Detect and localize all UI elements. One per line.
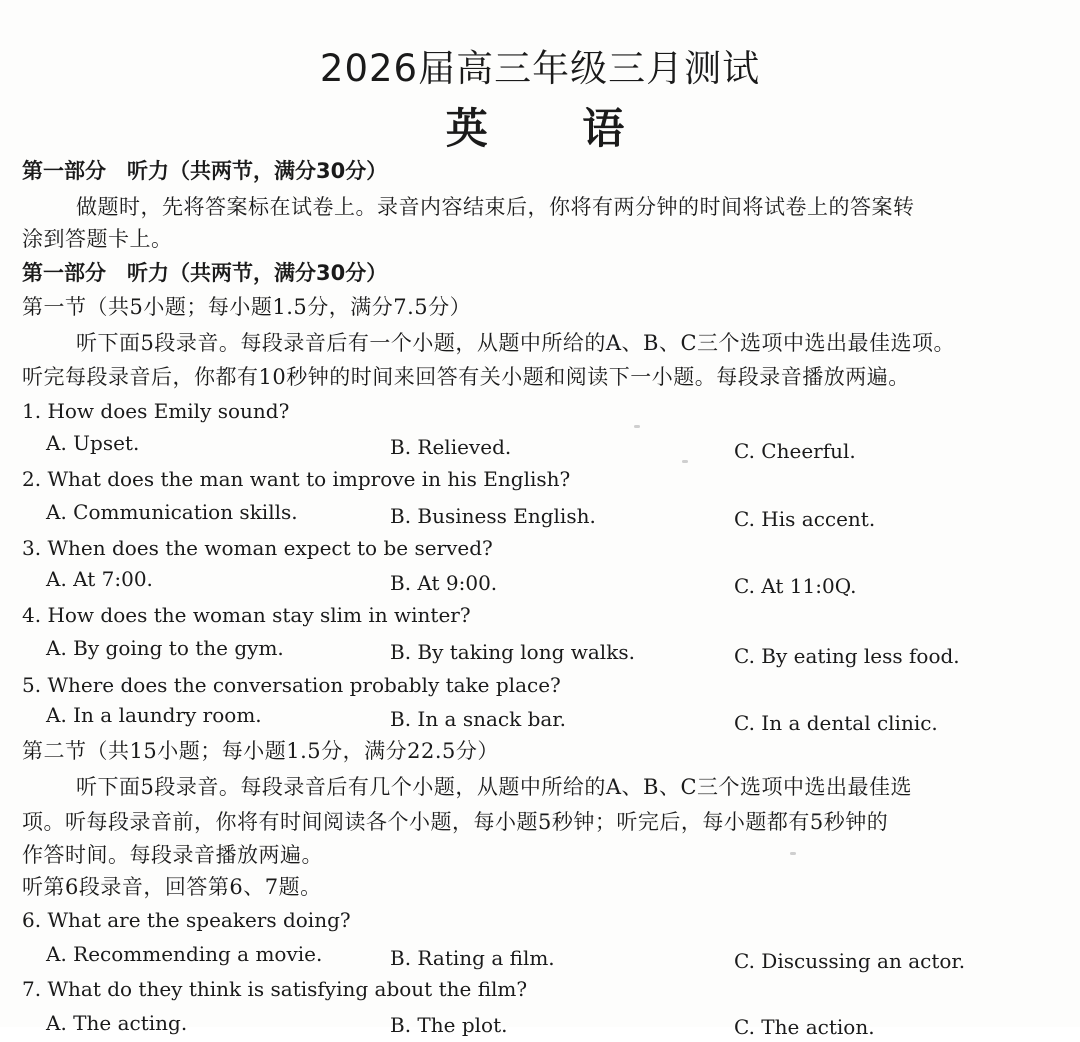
q2-option-b: B. Business English. [390, 504, 596, 528]
section2-heading: 第二节（共15小题；每小题1.5分，满分22.5分） [22, 739, 499, 763]
q5-option-c: C. In a dental clinic. [734, 711, 938, 735]
question-text: Where does the conversation probably take place? [47, 673, 561, 697]
q6-option-b: B. Rating a film. [390, 946, 555, 970]
q5-option-a: A. In a laundry room. [46, 703, 262, 727]
q6-option-a: A. Recommending a movie. [46, 942, 323, 966]
q7-option-c: C. The action. [734, 1015, 875, 1039]
question-number: 5. [22, 673, 42, 697]
exam-title: 2026届高三年级三月测试 [319, 47, 761, 90]
question-text: When does the woman expect to be served? [47, 536, 493, 560]
q1-option-c: C. Cheerful. [734, 439, 856, 463]
question-number: 4. [22, 603, 42, 627]
question-text: How does the woman stay slim in winter? [47, 603, 471, 627]
q4-option-c: C. By eating less food. [734, 644, 960, 668]
section1-heading: 第一节（共5小题；每小题1.5分，满分7.5分） [22, 295, 472, 319]
section1-instructions-line1: 听下面5段录音。每段录音后有一个小题，从题中所给的A、B、C三个选项中选出最佳选项。 [76, 331, 956, 355]
question-text: What does the man want to improve in his English? [47, 467, 571, 491]
question-3 [22, 533, 493, 563]
q4-option-b: B. By taking long walks. [390, 640, 635, 664]
question-5 [22, 670, 561, 700]
question-6 [22, 905, 351, 935]
part1-instructions-line2: 涂到答题卡上。 [22, 227, 173, 251]
part1-instructions-line1: 做题时，先将答案标在试卷上。录音内容结束后，你将有两分钟的时间将试卷上的答案转 [76, 195, 915, 219]
part1-heading: 第一部分 听力（共两节，满分30分） [22, 159, 388, 183]
question-text: What are the speakers doing? [47, 908, 351, 932]
section2-instructions-line3: 作答时间。每段录音播放两遍。 [22, 843, 323, 867]
q2-option-a: A. Communication skills. [46, 500, 298, 524]
section2-instructions-line1: 听下面5段录音。每段录音后有几个小题，从题中所给的A、B、C三个选项中选出最佳选 [76, 775, 913, 799]
passage-6-instruction: 听第6段录音，回答第6、7题。 [22, 875, 322, 899]
paper-speck [790, 852, 796, 855]
q3-option-c: C. At 11:0Q. [734, 574, 857, 598]
exam-subject: 英 语 [445, 104, 665, 153]
question-number: 2. [22, 467, 42, 491]
question-number: 7. [22, 977, 42, 1001]
question-2 [22, 464, 570, 494]
question-text: How does Emily sound? [47, 399, 290, 423]
section1-instructions-line2: 听完每段录音后，你都有10秒钟的时间来回答有关小题和阅读下一小题。每段录音播放两遍。 [22, 365, 910, 389]
question-number: 3. [22, 536, 42, 560]
q3-option-a: A. At 7:00. [46, 567, 153, 591]
q3-option-b: B. At 9:00. [390, 571, 498, 595]
section2-instructions-line2: 项。听每段录音前，你将有时间阅读各个小题，每小题5秒钟；听完后，每小题都有5秒钟的 [22, 810, 889, 834]
q5-option-b: B. In a snack bar. [390, 707, 567, 731]
question-7 [22, 974, 527, 1004]
paper-speck [634, 425, 640, 428]
question-number: 1. [22, 399, 42, 423]
q1-option-b: B. Relieved. [390, 435, 512, 459]
question-text: What do they think is satisfying about the film? [47, 977, 528, 1001]
q7-option-a: A. The acting. [46, 1011, 188, 1035]
question-4 [22, 600, 471, 630]
question-1 [22, 396, 289, 426]
paper-speck [682, 460, 688, 463]
q7-option-b: B. The plot. [390, 1013, 508, 1037]
q1-option-a: A. Upset. [46, 431, 140, 455]
q4-option-a: A. By going to the gym. [46, 636, 284, 660]
question-number: 6. [22, 908, 42, 932]
q6-option-c: C. Discussing an actor. [734, 949, 966, 973]
part1-heading-repeat: 第一部分 听力（共两节，满分30分） [22, 261, 388, 285]
q2-option-c: C. His accent. [734, 507, 876, 531]
